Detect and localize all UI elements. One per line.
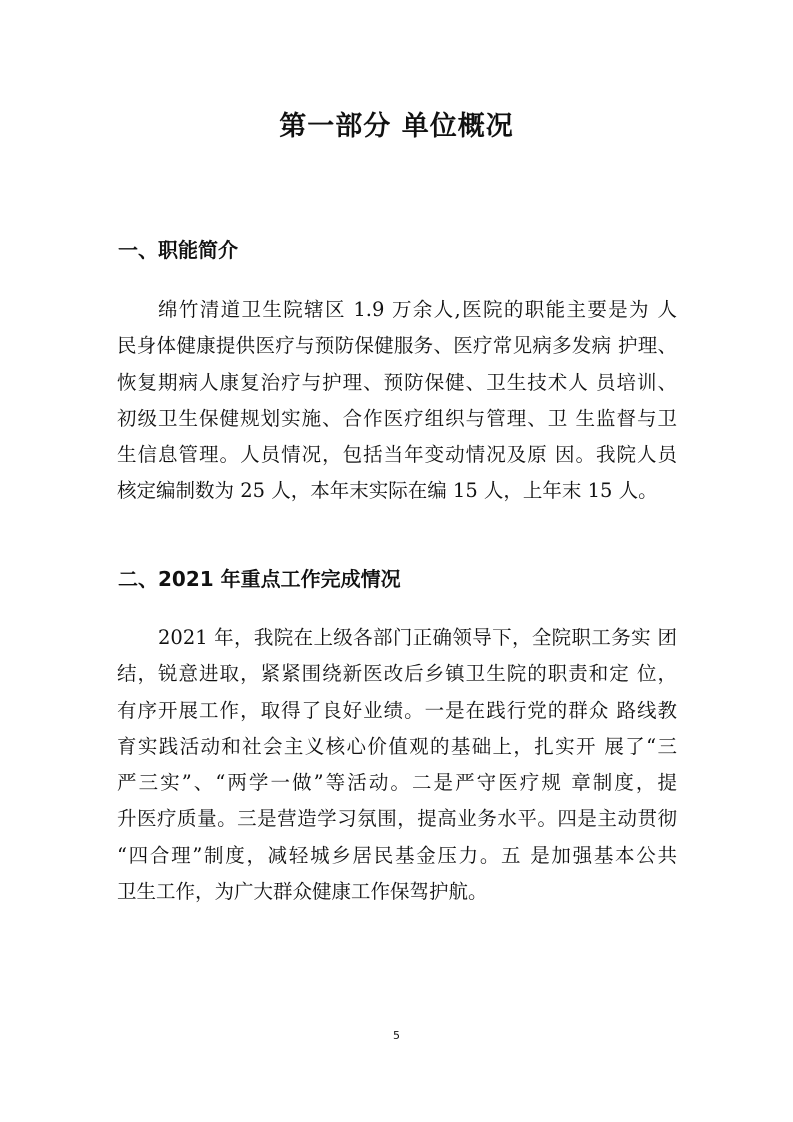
- paragraph-line: 民身体健康提供医疗与预防保健服务、医疗常见病多发病 护理、: [117, 334, 677, 358]
- paragraph-line: 2021 年，我院在上级各部门正确领导下，全院职工务实 团: [158, 626, 677, 649]
- paragraph-line: 严三实”、“两学一做”等活动。二是严守医疗规 章制度，提: [117, 771, 677, 795]
- paragraph-line: 生信息管理。人员情况，包括当年变动情况及原 因。我院人员: [117, 443, 677, 467]
- paragraph-line: 结，锐意进取，紧紧围绕新医改后乡镇卫生院的职责和定 位，: [117, 662, 677, 686]
- paragraph-line: 有序开展工作，取得了良好业绩。一是在践行党的群众 路线教: [117, 698, 677, 722]
- paragraph-line: 升医疗质量。三是营造学习氛围，提高业务水平。四是主动贯彻: [117, 807, 677, 831]
- paragraph-line: 恢复期病人康复治疗与护理、预防保健、卫生技术人 员培训、: [117, 370, 677, 394]
- key-work-paragraph: [117, 620, 677, 910]
- functions-paragraph: [117, 292, 677, 510]
- paragraph-line: “四合理”制度，减轻城乡居民基金压力。五 是加强基本公共: [117, 843, 677, 867]
- section-heading-key-work: 二、2021 年重点工作完成情况: [118, 567, 401, 591]
- paragraph-line: 育实践活动和社会主义核心价值观的基础上，扎实开 展了“三: [117, 734, 677, 758]
- paragraph-line: 核定编制数为 25 人，本年末实际在编 15 人，上年末 15 人。: [117, 479, 658, 503]
- section-heading-functions: 一、职能简介: [118, 238, 238, 262]
- paragraph-line: 卫生工作，为广大群众健康工作保驾护航。: [117, 880, 488, 904]
- paragraph-line: 初级卫生保健规划实施、合作医疗组织与管理、卫 生监督与卫: [117, 406, 677, 430]
- page-number: 5: [393, 1029, 400, 1042]
- paragraph-line: 绵竹清道卫生院辖区 1.9 万余人,医院的职能主要是为 人: [158, 298, 677, 321]
- page-title: 第一部分 单位概况: [279, 111, 514, 142]
